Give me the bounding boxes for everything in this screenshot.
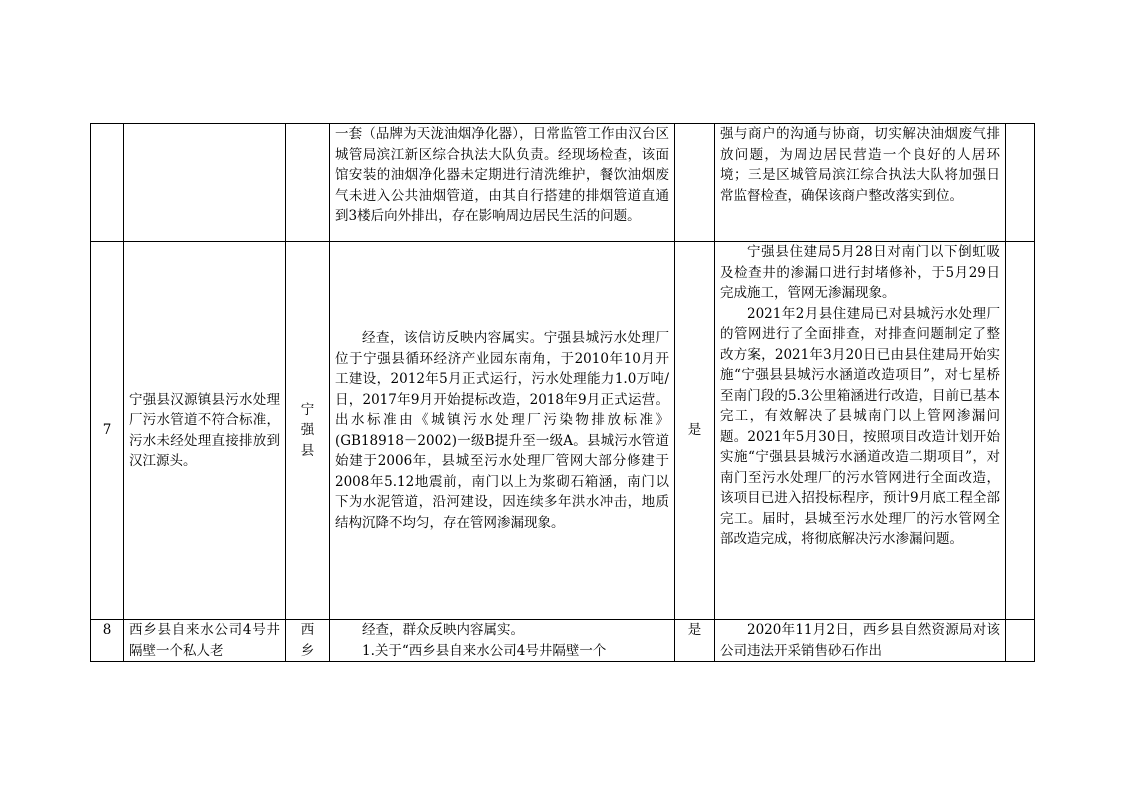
measures-paragraph: 2021年2月县住建局已对县城污水处理厂的管网进行了全面排查，对排查问题制定了整改方案，2021年3月20日已由县住建局开始实施“宁强县县城污水涵道改造项目”，对七星桥至南门段的5.3公里箱涵进行改造，目前已基本完工，有效解决了县城南门以上管网渗漏问题。2021年5月30日，按照项目改造计划开始实施“宁强县县城污水涵道改造二期项目”，对南门至污水处理厂的污水管网进行全面改造，该项目已进入招投标程序，预计9月底工程全部完工。届时，县城至污水处理厂的污水管网全部改造完成，将彻底解决污水渗漏问题。 (720, 305, 1000, 547)
finding-paragraph: 经查，该信访反映内容属实。宁强县城污水处理厂位于宁强县循环经济产业园东南角，于2010年10月开工建设，2012年5月正式运行，污水处理能力1.0万吨/日，2017年9月开始提标改造，2018年9月正式运营。出水标准由《城镇污水处理厂污染物排放标准》(GB18918－2002)一级B提升至一级A。县城污水管道始建于2006年，县城至污水处理厂管网大部分修建于2008年5.12地震前，南门以上为浆砌石箱涵，南门以下为水泥管道，沿河建设，因连续多年洪水冲击，地质结构沉降不均匀，存在管网渗漏现象。 (335, 330, 669, 531)
row-number: 7 (91, 242, 124, 620)
verified-cell: 是 (675, 620, 715, 662)
measures-cell (715, 124, 1006, 242)
county-cell: 西乡 (286, 620, 330, 662)
measures-cell (715, 242, 1006, 620)
remark-cell (1006, 242, 1035, 620)
finding-paragraph: 1.关于“西乡县自来水公司4号井隔壁一个 (362, 642, 607, 659)
issue-cell (124, 124, 286, 242)
petition-table (90, 123, 1035, 662)
finding-cell (330, 620, 675, 662)
finding-paragraph: 经查，群众反映内容属实。 (362, 622, 524, 638)
table-row (91, 620, 1035, 662)
issue-cell: 西乡县自来水公司4号井隔壁一个私人老 (124, 620, 286, 662)
county-cell: 宁强县 (286, 242, 330, 620)
table-row (91, 124, 1035, 242)
finding-cell (330, 242, 675, 620)
issue-cell: 宁强县汉源镇县污水处理厂污水管道不符合标准，污水未经处理直接排放到汉江源头。 (124, 242, 286, 620)
row-number: 8 (91, 620, 124, 662)
measures-paragraph: 宁强县住建局5月28日对南门以下倒虹吸及检查井的渗漏口进行封堵修补，于5月29日完成施工，管网无渗漏现象。 (720, 244, 1000, 301)
measures-paragraph: 2020年11月2日，西乡县自然资源局对该公司违法开采销售砂石作出 (720, 622, 1000, 659)
measures-paragraph: 强与商户的沟通与协商，切实解决油烟废气排放问题，为周边居民营造一个良好的人居环境；三是区城管局滨江综合执法大队将加强日常监督检查，确保该商户整改落实到位。 (720, 126, 1000, 204)
finding-paragraph: 一套（品牌为天泷油烟净化器），日常监管工作由汉台区城管局滨江新区综合执法大队负责。经现场检查，该面馆安装的油烟净化器未定期进行清洗维护，餐饮油烟废气未进入公共油烟管道，由其自行搭建的排烟管道直通到3楼后向外排出，存在影响周边居民生活的问题。 (335, 126, 669, 224)
remark-cell (1006, 620, 1035, 662)
table-row (91, 242, 1035, 620)
verified-cell: 是 (675, 242, 715, 620)
verified-cell (675, 124, 715, 242)
row-number (91, 124, 124, 242)
finding-cell (330, 124, 675, 242)
remark-cell (1006, 124, 1035, 242)
county-cell (286, 124, 330, 242)
measures-cell (715, 620, 1006, 662)
